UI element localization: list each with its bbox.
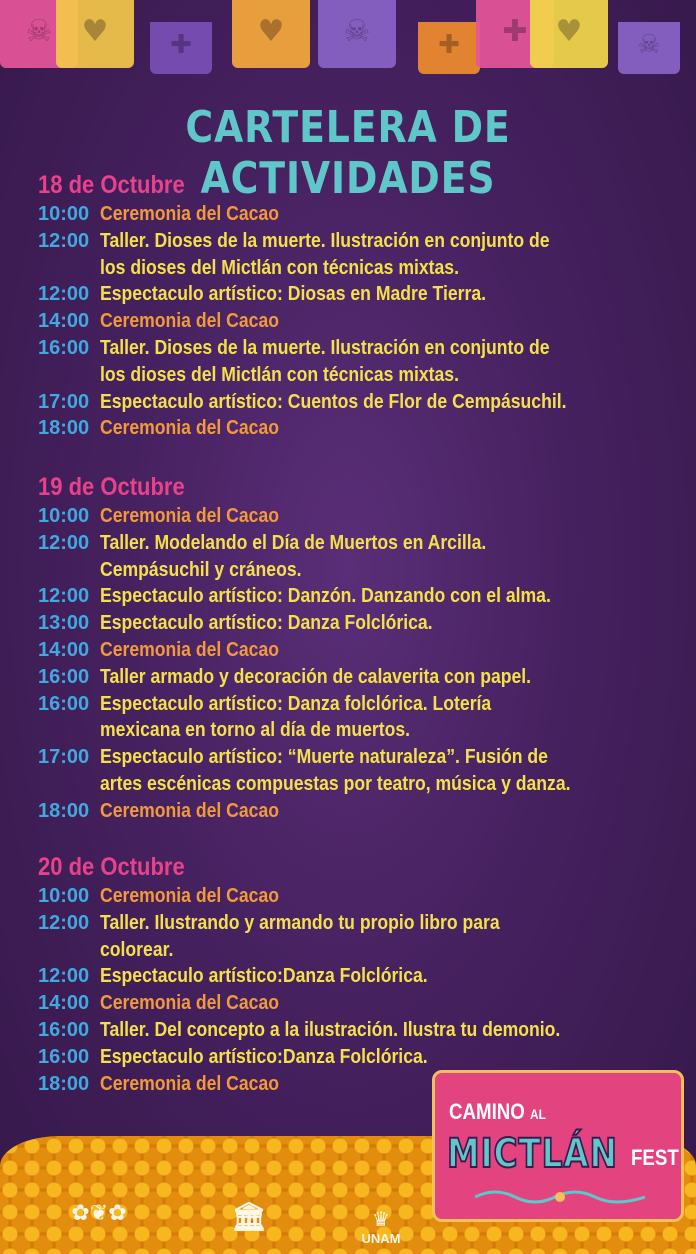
camino-al-mictlan-fest-logo <box>432 1070 684 1222</box>
schedule-event <box>38 228 678 282</box>
cross-icon: ✚ <box>502 14 528 49</box>
day-section <box>38 852 678 1097</box>
event-description: Ceremonia del Cacao <box>100 310 280 333</box>
event-time: 13:00 <box>38 612 90 635</box>
event-description: Espectaculo artístico: Danza folclórica. Lotería <box>100 692 492 715</box>
schedule-event <box>38 691 678 745</box>
event-description: Ceremonia del Cacao <box>100 203 280 225</box>
event-description: Espectaculo artístico:Danza Folclórica. <box>100 1045 428 1068</box>
event-description: Ceremonia del Cacao <box>100 417 280 440</box>
heart-icon: ♥ <box>257 14 285 49</box>
catrina-logo: ✿❦✿ <box>71 1200 127 1225</box>
palacio-logo: 🏛 <box>231 1201 267 1232</box>
event-description: Ceremonia del Cacao <box>100 638 280 661</box>
heart-icon: ♥ <box>555 14 583 49</box>
event-time: 16:00 <box>38 1018 90 1041</box>
event-time: 18:00 <box>38 1072 90 1095</box>
event-description: los dioses del Mictlán con técnicas mixtas. <box>100 256 459 279</box>
schedule-event <box>38 798 678 825</box>
event-time: 12:00 <box>38 965 90 988</box>
logo-fest: FEST <box>631 1145 679 1170</box>
event-description: Ceremonia del Cacao <box>100 505 280 527</box>
event-description: Ceremonia del Cacao <box>100 799 280 822</box>
event-time: 10:00 <box>38 203 90 225</box>
schedule-event <box>38 530 678 584</box>
skull-icon: ☠ <box>25 14 53 49</box>
schedule-event <box>38 744 678 798</box>
day-heading: 18 de Octubre <box>38 171 185 199</box>
event-description: Ceremonia del Cacao <box>100 992 280 1015</box>
schedule-event <box>38 910 678 964</box>
event-time: 17:00 <box>38 746 90 769</box>
schedule-event <box>38 281 678 308</box>
event-time: 10:00 <box>38 885 90 907</box>
event-description: los dioses del Mictlán con técnicas mixtas. <box>100 363 459 386</box>
schedule-event <box>38 664 678 691</box>
event-description: Ceremonia del Cacao <box>100 1072 280 1095</box>
event-time: 16:00 <box>38 665 90 688</box>
event-description: Taller. Dioses de la muerte. Ilustración en conjunto de <box>100 336 550 359</box>
unam-logo <box>348 1209 414 1246</box>
schedule-event <box>38 883 678 910</box>
event-time: 12:00 <box>38 911 90 934</box>
papel-picado-banner <box>0 0 696 80</box>
logo-al: AL <box>530 1106 546 1122</box>
event-time: 12:00 <box>38 531 90 554</box>
schedule-event <box>38 503 678 530</box>
event-description: Taller armado y decoración de calaverita con papel. <box>100 665 532 688</box>
schedule-event <box>38 335 678 389</box>
event-description: Espectaculo artístico: Danzón. Danzando con el alma. <box>100 585 551 608</box>
event-time: 14:00 <box>38 638 90 661</box>
event-time: 12:00 <box>38 283 90 306</box>
day-section <box>38 472 678 825</box>
event-time: 16:00 <box>38 692 90 715</box>
event-description: Ceremonia del Cacao <box>100 885 280 907</box>
unam-label: UNAM <box>361 1231 401 1246</box>
schedule-event <box>38 637 678 664</box>
event-time: 16:00 <box>38 336 90 359</box>
schedule-event <box>38 610 678 637</box>
schedule-event <box>38 308 678 335</box>
schedule-event <box>38 201 678 228</box>
event-description: Espectaculo artístico: Danza Folclórica. <box>100 612 433 635</box>
event-description: Taller. Dioses de la muerte. Ilustración en conjunto de <box>100 229 550 252</box>
event-description: colorear. <box>100 938 174 961</box>
schedule-event <box>38 583 678 610</box>
schedule-event <box>38 1044 678 1071</box>
skull-icon: ☠ <box>637 30 661 60</box>
logo-camino: CAMINO <box>449 1099 525 1124</box>
banner-flag <box>232 0 310 68</box>
banner-flag <box>56 0 134 68</box>
event-description: Espectaculo artístico: “Muerte naturaleza”. Fusión de <box>100 746 548 769</box>
cross-icon: ✚ <box>170 30 192 60</box>
banner-flag <box>618 22 680 74</box>
schedule-event <box>38 415 678 442</box>
event-time: 18:00 <box>38 417 90 440</box>
event-time: 12:00 <box>38 229 90 252</box>
event-description: Taller. Del concepto a la ilustración. Ilustra tu demonio. <box>100 1018 561 1041</box>
heart-icon: ♥ <box>81 14 109 49</box>
event-description: Cempásuchil y cráneos. <box>100 558 302 581</box>
schedule-event <box>38 990 678 1017</box>
logo-mictlan: MICTLÁN <box>447 1131 618 1177</box>
event-description: Espectaculo artístico: Cuentos de Flor de Cempásuchil. <box>100 390 567 413</box>
event-time: 10:00 <box>38 505 90 527</box>
banner-flag <box>530 0 608 68</box>
event-time: 14:00 <box>38 992 90 1015</box>
event-description: Espectaculo artístico: Diosas en Madre Tierra. <box>100 283 487 306</box>
ornament-icon <box>475 1187 645 1207</box>
unam-crest-icon: ♛ <box>372 1209 390 1231</box>
schedule-event <box>38 1017 678 1044</box>
event-time: 14:00 <box>38 310 90 333</box>
event-description: artes escénicas compuestas por teatro, música y danza. <box>100 772 571 795</box>
schedule-event <box>38 963 678 990</box>
day-section <box>38 170 678 442</box>
schedule-event <box>38 389 678 416</box>
event-time: 16:00 <box>38 1045 90 1068</box>
banner-flag <box>418 22 480 74</box>
banner-flag <box>318 0 396 68</box>
cross-icon: ✚ <box>438 30 460 60</box>
event-description: Taller. Modelando el Día de Muertos en Arcilla. <box>100 531 487 554</box>
event-description: Espectaculo artístico:Danza Folclórica. <box>100 965 428 988</box>
banner-flag <box>150 22 212 74</box>
event-description: Taller. Ilustrando y armando tu propio libro para <box>100 911 500 934</box>
skull-icon: ☠ <box>343 14 371 49</box>
event-description: mexicana en torno al día de muertos. <box>100 719 411 742</box>
event-time: 18:00 <box>38 799 90 822</box>
day-heading: 19 de Octubre <box>38 473 185 501</box>
event-time: 17:00 <box>38 390 90 413</box>
event-time: 12:00 <box>38 585 90 608</box>
day-heading: 20 de Octubre <box>38 853 185 881</box>
page-title: CARTELERA DE ACTIVIDADES <box>185 102 511 204</box>
